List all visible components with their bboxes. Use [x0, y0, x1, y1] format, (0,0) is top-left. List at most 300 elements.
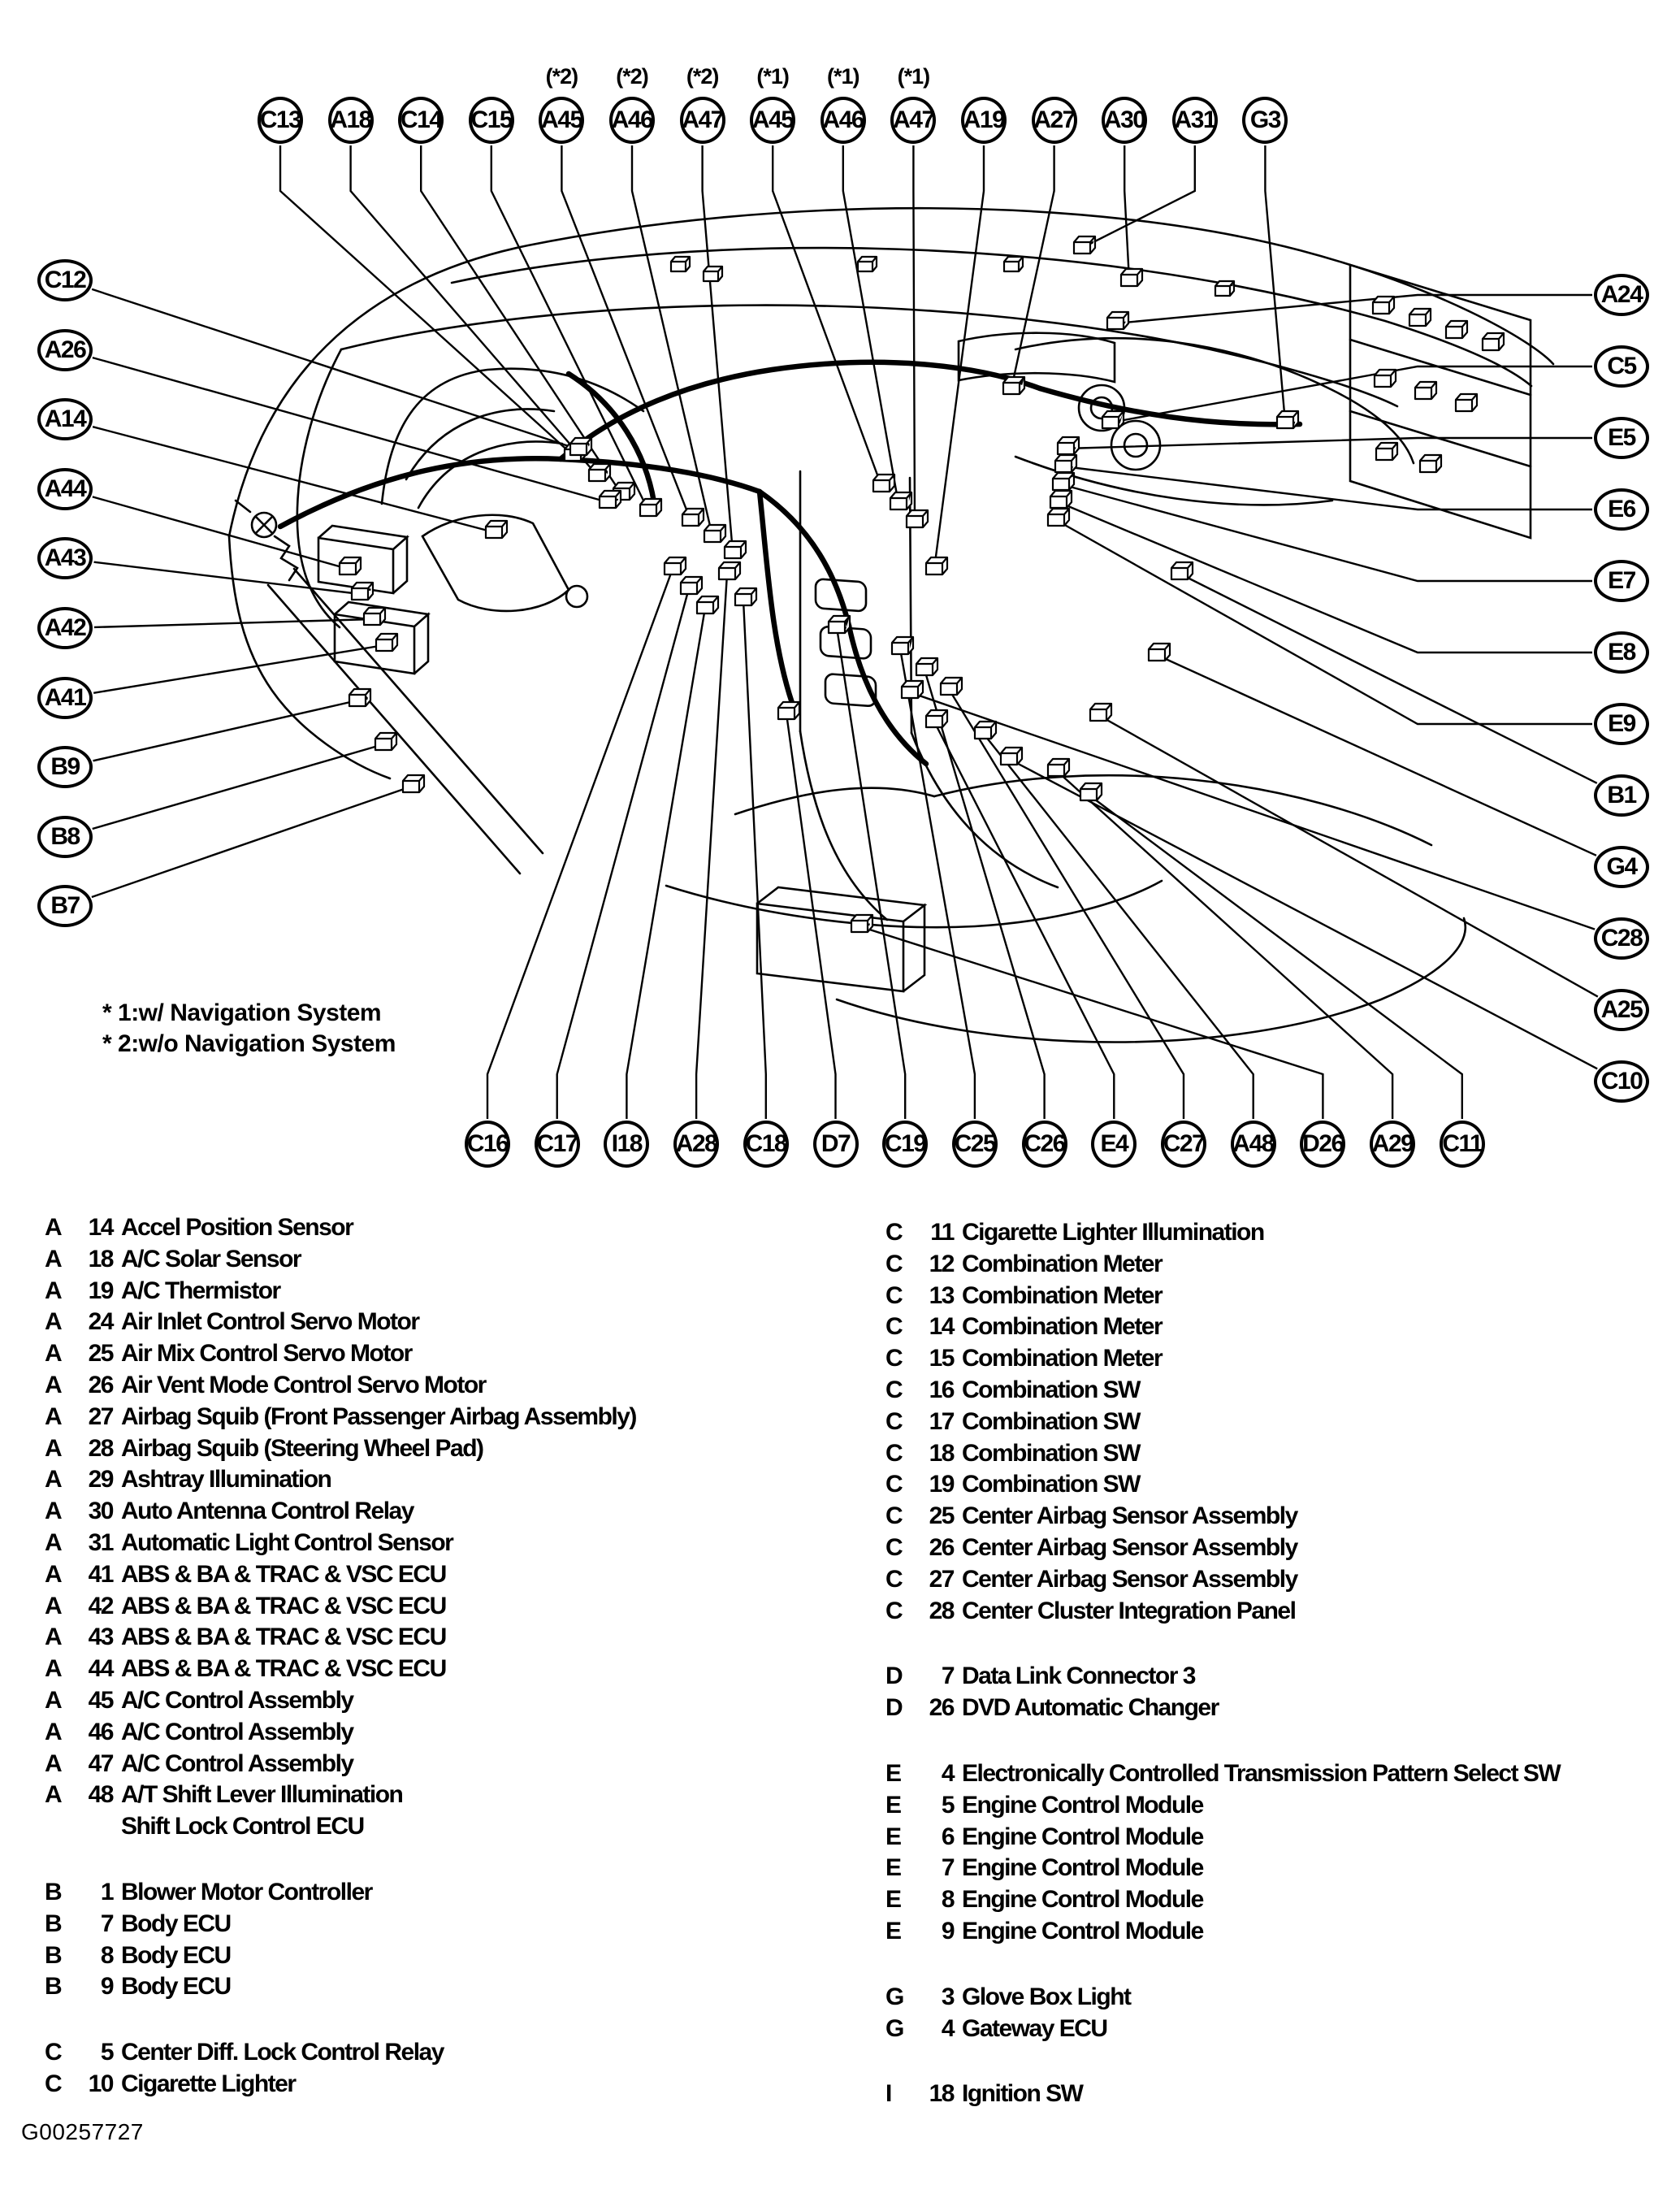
legend-description: Center Airbag Sensor Assembly [962, 1502, 1297, 1530]
legend-row-A43 [45, 1622, 865, 1654]
legend-row-E6 [885, 1822, 1674, 1853]
callout-top-12-A30: A30 [1102, 97, 1147, 144]
leader-bottom-14-C11 [1089, 795, 1462, 1119]
legend-row-A27 [45, 1402, 865, 1433]
connector-top-7-A45 [873, 475, 894, 492]
legend-code: G [885, 2014, 903, 2042]
legend-row-continuation [45, 1811, 865, 1843]
legend-code: C [885, 1345, 903, 1372]
callout-bottom-13-A29: A29 [1370, 1121, 1415, 1168]
legend-description: Center Airbag Sensor Assembly [962, 1565, 1297, 1593]
callout-right-7-B1: B1 [1594, 774, 1649, 817]
legend-row-C18 [885, 1438, 1674, 1470]
leader-bottom-0-C16 [487, 569, 673, 1119]
legend-description: Air Vent Mode Control Servo Motor [121, 1371, 486, 1398]
callout-right-10-A25: A25 [1594, 989, 1649, 1031]
legend-row-C12 [885, 1249, 1674, 1281]
legend-row-G3 [885, 1982, 1674, 2014]
callout-note-top-9-A47: (*1) [897, 64, 930, 89]
legend-description: Combination Meter [962, 1313, 1163, 1341]
leader-top-14-G3 [1265, 145, 1285, 423]
leader-left-1-A26 [93, 358, 608, 502]
legend-code: D [885, 1694, 903, 1722]
legend-description: Combination Meter [962, 1345, 1163, 1372]
legend-code: C [885, 1313, 903, 1341]
legend-right-section-2 [885, 1758, 1674, 1948]
connector-top-10-A19 [926, 557, 947, 574]
legend-right-section-3 [885, 1982, 1674, 2045]
legend-code: A [45, 1434, 62, 1462]
legend-number: 26 [929, 1694, 954, 1722]
navigation-notes [102, 998, 396, 1060]
legend-number: 5 [941, 1791, 954, 1819]
legend-description: Gateway ECU [962, 2014, 1107, 2042]
note-line-1: * 1:w/ Navigation System [102, 999, 382, 1026]
callout-left-5-A42: A42 [37, 607, 93, 649]
legend-code: G [885, 1983, 903, 2010]
legend-row-A41 [45, 1559, 865, 1591]
callout-right-8-G4: G4 [1594, 846, 1649, 888]
legend-code: A [45, 1214, 62, 1241]
legend-code: A [45, 1277, 62, 1304]
legend-code: A [45, 1781, 62, 1809]
connector-top-9-A47 [907, 510, 928, 527]
legend-row-A25 [45, 1338, 865, 1370]
legend-code: E [885, 1791, 901, 1819]
leader-right-5-E8 [1059, 502, 1592, 652]
legend-left-column [45, 1212, 865, 2100]
legend-number: 41 [88, 1560, 113, 1588]
legend-number: 9 [100, 1973, 113, 2001]
legend-number: 44 [88, 1655, 113, 1683]
connector-top-11-A27 [1003, 377, 1024, 394]
leader-right-1-C5 [1111, 366, 1592, 423]
legend-description: A/C Thermistor [121, 1277, 280, 1304]
connector-right-4-E7 [1053, 473, 1074, 490]
leader-right-0-A24 [1115, 295, 1592, 323]
callout-bottom-5-D7: D7 [813, 1121, 859, 1168]
legend-row-C5 [45, 2037, 865, 2069]
legend-number: 24 [88, 1308, 113, 1336]
callout-right-2-E5: E5 [1594, 417, 1649, 459]
callout-left-7-B9: B9 [37, 746, 93, 788]
legend-code: A [45, 1592, 62, 1619]
legend-row-E9 [885, 1916, 1674, 1948]
legend-number: 19 [929, 1471, 954, 1498]
callout-right-0-A24: A24 [1594, 274, 1649, 316]
leader-left-2-A14 [93, 427, 494, 532]
callout-bottom-4-C18: C18 [743, 1121, 789, 1168]
legend-code: C [885, 1597, 903, 1624]
leader-bottom-1-C17 [557, 588, 689, 1119]
legend-description: Blower Motor Controller [121, 1878, 372, 1905]
legend-row-A18 [45, 1244, 865, 1276]
callout-right-9-C28: C28 [1594, 917, 1649, 960]
callout-top-3-C15: C15 [469, 97, 514, 144]
callout-right-11-C10: C10 [1594, 1060, 1649, 1103]
callout-bottom-8-C26: C26 [1022, 1121, 1067, 1168]
leader-top-6-A47 [703, 145, 733, 553]
legend-left-section-1 [45, 1877, 865, 2003]
legend-code: A [45, 1245, 62, 1272]
legend-code: E [885, 1917, 901, 1944]
callout-bottom-11-A48: A48 [1231, 1121, 1276, 1168]
legend-code: E [885, 1854, 901, 1882]
connector-right-9-C28 [902, 681, 923, 698]
legend-number: 6 [941, 1823, 954, 1850]
legend-number: 5 [100, 2039, 113, 2066]
legend-code: D [885, 1663, 903, 1690]
callout-note-top-5-A46: (*2) [616, 64, 648, 89]
legend-description: Engine Control Module [962, 1854, 1203, 1882]
legend-row-A42 [45, 1591, 865, 1623]
legend-number: 17 [929, 1407, 954, 1435]
callout-top-6-A47: A47 [680, 97, 725, 144]
legend-row-C17 [885, 1407, 1674, 1438]
connector-top-14-G3 [1277, 411, 1298, 428]
legend-row-C14 [885, 1311, 1674, 1343]
callout-top-4-A45: A45 [539, 97, 584, 144]
legend-code: B [45, 1941, 62, 1969]
leader-top-13-A31 [1082, 145, 1195, 248]
leader-left-5-A42 [94, 619, 372, 627]
legend-row-A14 [45, 1212, 865, 1244]
legend-number: 10 [88, 2070, 113, 2097]
legend-row-B9 [45, 1971, 865, 2003]
legend-description: Air Mix Control Servo Motor [121, 1340, 412, 1368]
callout-top-13-A31: A31 [1172, 97, 1218, 144]
callout-right-1-C5: C5 [1594, 345, 1649, 388]
legend-row-C15 [885, 1343, 1674, 1375]
connector-bottom-0-C16 [665, 557, 686, 574]
leader-top-8-A46 [843, 145, 898, 504]
legend-code: A [45, 1624, 62, 1651]
legend-code: A [45, 1528, 62, 1556]
legend-description: Combination SW [962, 1407, 1140, 1435]
callout-top-11-A27: A27 [1032, 97, 1077, 144]
callout-left-0-C12: C12 [37, 259, 93, 301]
legend-number: 18 [929, 2080, 954, 2108]
legend-number: 30 [88, 1498, 113, 1525]
legend-code: C [885, 1533, 903, 1561]
leader-bottom-4-C18 [743, 600, 766, 1119]
connector-bottom-2-I18 [697, 596, 718, 613]
legend-row-B1 [45, 1877, 865, 1909]
legend-description: Air Inlet Control Servo Motor [121, 1308, 419, 1336]
callout-top-7-A45: A45 [750, 97, 795, 144]
connector-bottom-8-C26 [916, 658, 937, 675]
legend-description: Auto Antenna Control Relay [121, 1498, 414, 1525]
legend-number: 42 [88, 1592, 113, 1619]
leader-bottom-3-A28 [696, 574, 727, 1119]
legend-code: A [45, 1718, 62, 1745]
legend-number: 25 [88, 1340, 113, 1368]
connector-bottom-14-C11 [1080, 783, 1102, 800]
legend-number: 3 [941, 1983, 954, 2010]
leader-right-3-E6 [1063, 466, 1592, 509]
leader-right-6-E9 [1056, 520, 1592, 724]
connector-top-12-A30 [1121, 269, 1142, 286]
connector-top-4-A45 [682, 509, 704, 526]
legend-code: C [885, 1219, 903, 1246]
figure-id: G00257727 [21, 2119, 144, 2144]
legend-description: Combination Meter [962, 1250, 1163, 1277]
callout-top-2-C14: C14 [398, 97, 444, 144]
legend-description: ABS & BA & TRAC & VSC ECU [121, 1624, 446, 1651]
connector-right-11-C10 [1001, 748, 1022, 765]
legend-description: DVD Automatic Changer [962, 1694, 1219, 1722]
legend-row-C28 [885, 1596, 1674, 1628]
legend-number: 19 [88, 1277, 113, 1304]
legend-row-C11 [885, 1217, 1674, 1249]
legend-description: Shift Lock Control ECU [121, 1813, 364, 1840]
legend-description: Ignition SW [962, 2080, 1083, 2108]
legend-number: 4 [941, 2014, 954, 2042]
legend-description: Center Cluster Integration Panel [962, 1597, 1296, 1624]
connector-right-10-A25 [1090, 704, 1111, 721]
legend-number: 11 [930, 1219, 954, 1246]
connector-right-8-G4 [1149, 644, 1170, 661]
connector-top-13-A31 [1074, 236, 1095, 254]
callout-right-3-E6: E6 [1594, 488, 1649, 531]
legend-description: ABS & BA & TRAC & VSC ECU [121, 1592, 446, 1619]
legend-code: C [885, 1502, 903, 1530]
callout-left-1-A26: A26 [37, 329, 93, 371]
leader-right-10-A25 [1098, 715, 1598, 997]
connector-bottom-3-A28 [719, 562, 740, 579]
callout-left-6-A41: A41 [37, 677, 93, 719]
legend-row-A44 [45, 1654, 865, 1685]
legend-number: 18 [929, 1439, 954, 1467]
legend-description: A/C Control Assembly [121, 1749, 353, 1777]
callout-bottom-1-C17: C17 [535, 1121, 580, 1168]
legend-description: A/C Control Assembly [121, 1686, 353, 1714]
connector-left-9-B7 [403, 775, 424, 792]
legend-code: A [45, 1498, 62, 1525]
legend-number: 16 [929, 1376, 954, 1403]
legend-right-section-0 [885, 1217, 1674, 1627]
connector-bottom-12-D26 [851, 915, 872, 932]
callout-top-10-A19: A19 [961, 97, 1007, 144]
connector-left-8-B8 [375, 733, 396, 750]
leader-top-1-A18 [351, 145, 597, 475]
legend-description: Combination SW [962, 1439, 1140, 1467]
legend-number: 27 [929, 1565, 954, 1593]
legend-code: A [45, 1466, 62, 1494]
legend-row-A24 [45, 1307, 865, 1338]
callout-bottom-14-C11: C11 [1440, 1121, 1485, 1168]
legend-number: 7 [100, 1910, 113, 1937]
legend-code: A [45, 1371, 62, 1398]
connector-right-2-E5 [1058, 437, 1079, 454]
callout-top-8-A46: A46 [821, 97, 866, 144]
legend-code: C [45, 2070, 62, 2097]
legend-number: 14 [88, 1214, 113, 1241]
legend-left-section-0 [45, 1212, 865, 1843]
connector-left-2-A14 [486, 521, 507, 538]
legend-number: 4 [941, 1759, 954, 1787]
legend-description: Center Airbag Sensor Assembly [962, 1533, 1297, 1561]
connector-left-5-A42 [364, 608, 385, 625]
legend-number: 9 [941, 1917, 954, 1944]
legend-row-A47 [45, 1749, 865, 1780]
callout-right-6-E9: E9 [1594, 703, 1649, 745]
connector-right-0-A24 [1107, 312, 1128, 329]
legend-code: B [45, 1973, 62, 2001]
legend-description: Body ECU [121, 1973, 231, 2001]
callout-note-top-8-A46: (*1) [827, 64, 859, 89]
legend-number: 15 [929, 1345, 954, 1372]
legend-description: Combination Meter [962, 1281, 1163, 1309]
legend-code: E [885, 1823, 901, 1850]
legend-description: Body ECU [121, 1941, 231, 1969]
legend-code: A [45, 1308, 62, 1336]
legend-row-E5 [885, 1790, 1674, 1822]
callout-note-top-6-A47: (*2) [686, 64, 719, 89]
legend-row-C19 [885, 1469, 1674, 1501]
callout-bottom-0-C16: C16 [465, 1121, 510, 1168]
legend-number: 26 [88, 1371, 113, 1398]
legend-code: C [45, 2039, 62, 2066]
legend-number: 7 [941, 1854, 954, 1882]
legend-code: C [885, 1439, 903, 1467]
leader-top-9-A47 [913, 145, 915, 522]
legend-row-A26 [45, 1370, 865, 1402]
connector-right-6-E9 [1048, 509, 1069, 526]
legend-description: Cigarette Lighter Illumination [962, 1219, 1264, 1246]
legend-description: Automatic Light Control Sensor [121, 1528, 453, 1556]
legend-description: ABS & BA & TRAC & VSC ECU [121, 1560, 446, 1588]
legend-description: Data Link Connector 3 [962, 1663, 1195, 1690]
legend-number: 31 [88, 1528, 113, 1556]
legend-right-column [885, 1217, 1674, 2110]
legend-description: Engine Control Module [962, 1886, 1203, 1914]
legend-code: A [45, 1655, 62, 1683]
legend-description: ABS & BA & TRAC & VSC ECU [121, 1655, 446, 1683]
leader-left-7-B9 [93, 700, 357, 761]
legend-row-E7 [885, 1853, 1674, 1884]
legend-row-C10 [45, 2069, 865, 2100]
legend-left-section-2 [45, 2037, 865, 2100]
callout-top-5-A46: A46 [609, 97, 655, 144]
legend-number: 25 [929, 1502, 954, 1530]
callout-bottom-3-A28: A28 [673, 1121, 719, 1168]
legend-code: A [45, 1402, 62, 1430]
leader-right-7-B1 [1180, 574, 1597, 783]
legend-row-A45 [45, 1685, 865, 1717]
legend-description: Electronically Controlled Transmission Pattern Select SW [962, 1759, 1561, 1787]
leader-left-3-A44 [93, 496, 348, 569]
connector-bottom-11-A48 [975, 722, 996, 739]
leader-right-8-G4 [1157, 655, 1596, 856]
legend-row-E8 [885, 1884, 1674, 1916]
legend-description: Ashtray Illumination [121, 1466, 331, 1494]
leader-left-4-A43 [94, 562, 360, 594]
legend-number: 27 [88, 1402, 113, 1430]
legend-code: E [885, 1886, 901, 1914]
legend-row-B8 [45, 1940, 865, 1972]
legend-code: B [45, 1910, 62, 1937]
leader-bottom-13-A29 [1056, 770, 1392, 1119]
legend-number: 7 [941, 1663, 954, 1690]
callout-bottom-12-D26: D26 [1300, 1121, 1345, 1168]
legend-code: A [45, 1686, 62, 1714]
legend-row-E4 [885, 1758, 1674, 1790]
legend-number: 14 [929, 1313, 954, 1341]
callout-right-4-E7: E7 [1594, 560, 1649, 602]
legend-number: 13 [929, 1281, 954, 1309]
callout-top-1-A18: A18 [328, 97, 374, 144]
legend-description: Cigarette Lighter [121, 2070, 296, 2097]
legend-description: Combination SW [962, 1376, 1140, 1403]
callout-bottom-7-C25: C25 [952, 1121, 998, 1168]
legend-row-A48 [45, 1780, 865, 1811]
callout-left-9-B7: B7 [37, 885, 93, 927]
connector-left-3-A44 [340, 557, 361, 574]
legend-row-G4 [885, 2014, 1674, 2045]
callout-note-top-4-A45: (*2) [545, 64, 578, 89]
legend-code: B [45, 1878, 62, 1905]
legend-number: 28 [88, 1434, 113, 1462]
legend-number: 43 [88, 1624, 113, 1651]
legend-code [45, 1811, 72, 1843]
legend-row-D26 [885, 1693, 1674, 1724]
callout-top-14-G3: G3 [1242, 97, 1288, 144]
legend-number: 46 [88, 1718, 113, 1745]
connector-top-3-C15 [640, 499, 661, 516]
legend-row-A30 [45, 1496, 865, 1528]
legend-row-A29 [45, 1464, 865, 1496]
leader-left-9-B7 [92, 787, 411, 897]
legend-description: Engine Control Module [962, 1917, 1203, 1944]
leader-bottom-2-I18 [626, 608, 705, 1119]
callout-left-2-A14: A14 [37, 398, 93, 440]
connector-bottom-1-C17 [681, 577, 702, 594]
connector-right-3-E6 [1055, 455, 1076, 472]
legend-right-section-4 [885, 2079, 1674, 2110]
legend-row-A31 [45, 1528, 865, 1559]
legend-number: 47 [88, 1749, 113, 1777]
legend-right-section-1 [885, 1661, 1674, 1724]
legend-row-B7 [45, 1909, 865, 1940]
connector-left-0-C12 [570, 438, 591, 455]
legend-row-A19 [45, 1276, 865, 1307]
connector-left-4-A43 [352, 583, 373, 600]
legend-code: C [885, 1471, 903, 1498]
callout-bottom-9-E4: E4 [1091, 1121, 1137, 1168]
legend-description: Engine Control Module [962, 1791, 1203, 1819]
legend-row-C13 [885, 1281, 1674, 1312]
legend-number: 26 [929, 1533, 954, 1561]
callout-left-3-A44: A44 [37, 468, 93, 510]
connector-bottom-10-C27 [941, 678, 962, 695]
callout-note-top-7-A45: (*1) [756, 64, 789, 89]
legend-code: C [885, 1250, 903, 1277]
legend-code: A [45, 1560, 62, 1588]
legend-description: Accel Position Sensor [121, 1214, 353, 1241]
legend-code: I [885, 2080, 891, 2108]
legend-row-C25 [885, 1501, 1674, 1533]
leader-bottom-11-A48 [983, 733, 1254, 1119]
callout-left-4-A43: A43 [37, 537, 93, 579]
legend-number: 8 [941, 1886, 954, 1914]
leader-top-12-A30 [1124, 145, 1129, 280]
legend-description: Airbag Squib (Steering Wheel Pad) [121, 1434, 483, 1462]
legend-row-C27 [885, 1564, 1674, 1596]
callout-bottom-2-I18: I18 [604, 1121, 649, 1168]
connector-bottom-9-E4 [926, 710, 947, 727]
connector-bottom-13-A29 [1048, 759, 1069, 776]
